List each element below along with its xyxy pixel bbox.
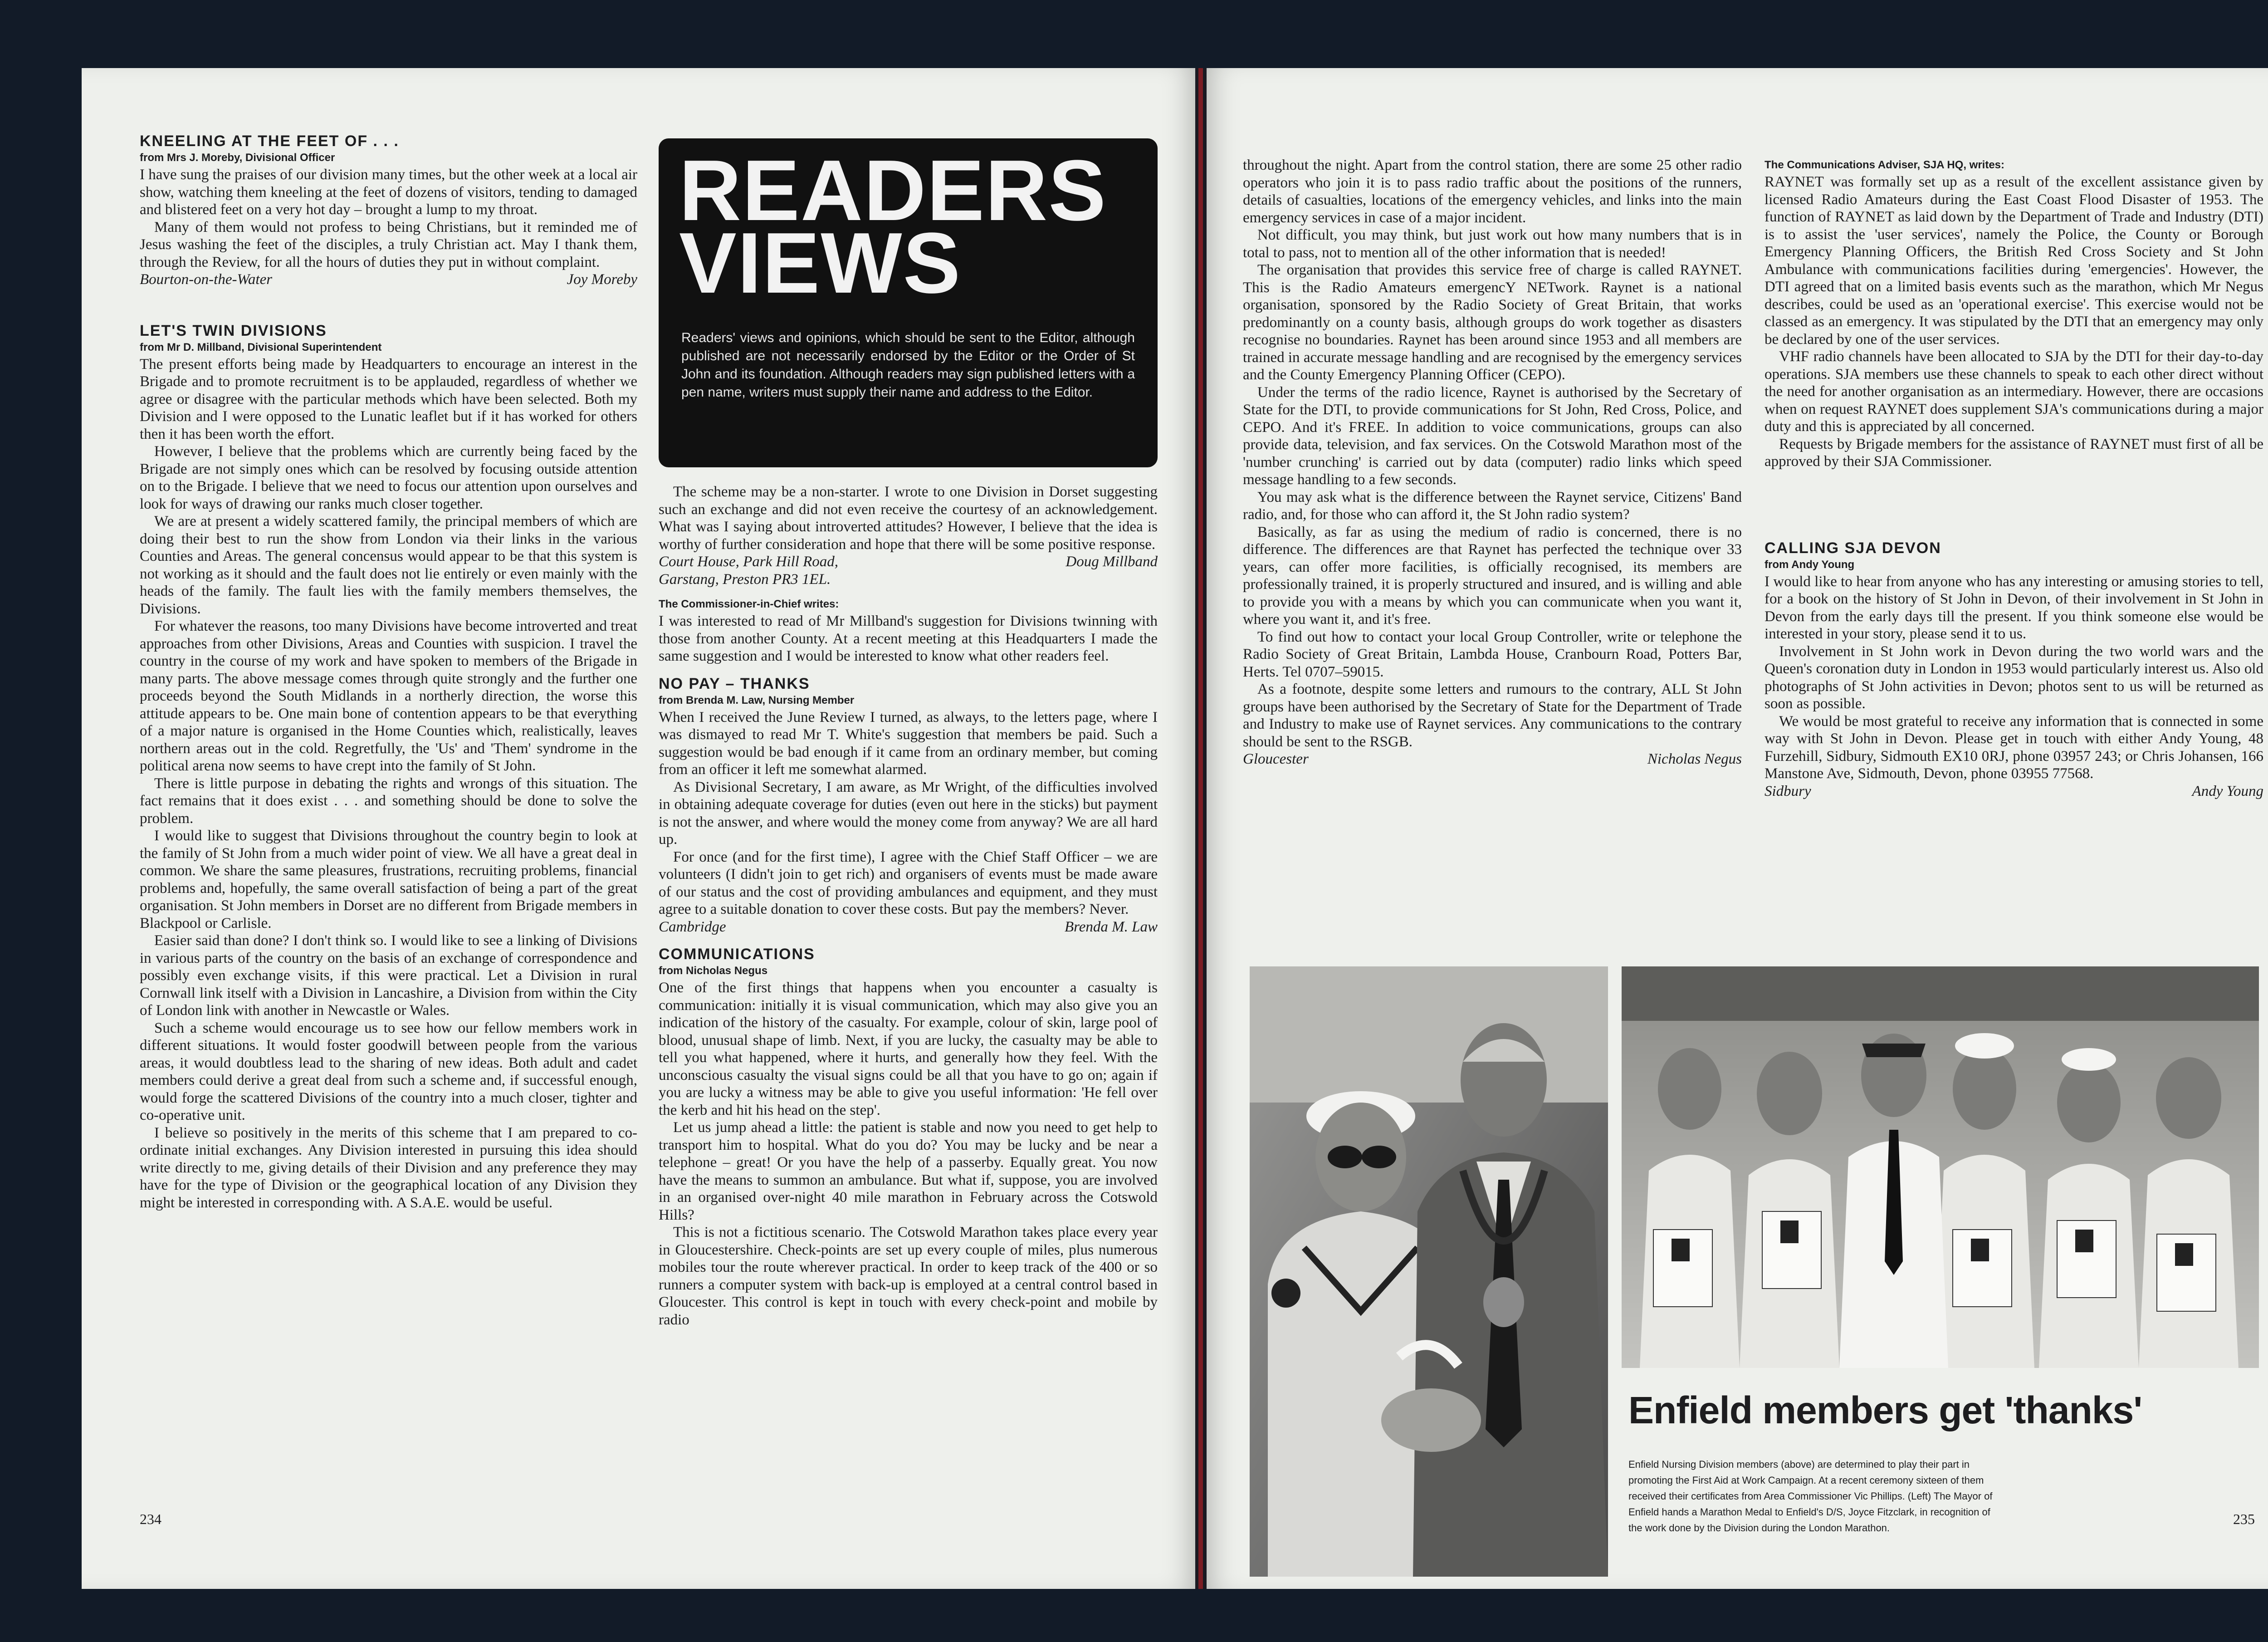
calling-para-3: We would be most grateful to receive any information that is connected in some way with St John in Devon. Please get in touch with either Andy Young, 48 Furzehill, Sidbury, Sidmouth EX10 0RJ, phone 03957 243; or Chris Johansen, 166 Manstone Ave, Sidmouth, Devon, phone 03955 77568. bbox=[1765, 713, 2263, 782]
communications-signature bbox=[1243, 750, 1742, 768]
header-title-line-1: READERS bbox=[679, 142, 1107, 239]
adviser-byline: The Communications Adviser, SJA HQ, writes: bbox=[1765, 159, 2005, 171]
calling-para-1: I would like to hear from anyone who has any interesting or amusing stories to tell, for a book on the history of St John in Devon, of their involvement in St John in Devon from the early days till the present. If you think someone else would be interested in your story, please send it to us. bbox=[1765, 573, 2263, 642]
communications-place: Gloucester bbox=[1243, 751, 1309, 767]
comm-cont-para-3: The organisation that provides this service free of charge is called RAYNET. This is the Radio Amateurs emergencY NETwork. Raynet is a national organisation, sponsored by the Radio Society of Great Britain, that works predominantly on a county basis, although groups do work together as disasters recognise no boundaries. Raynet has been around since 1953 and all members are trained in accurate message handling and are recognised by the emergency services and the County Emergency Planning Officer (CEPO). bbox=[1243, 262, 1742, 383]
page-number-right: 235 bbox=[2233, 1511, 2255, 1527]
right-column-1 bbox=[1243, 157, 1742, 768]
calling-author: Andy Young bbox=[2192, 783, 2263, 799]
kneeling-author: Joy Moreby bbox=[567, 271, 637, 288]
comm-cont-para-4: Under the terms of the radio licence, Raynet is authorised by the Secretary of State for the DTI, to provide communications for St John, Red Cross, Police, and CEPO. And it's FREE. In addition to voice communications, groups can also provide data, television, and fax services. On the Cotswold Marathon most of the 'number crunching' is carried out by data (computer) radio links which speed message handling to a few seconds. bbox=[1243, 384, 1742, 488]
left-column-2 bbox=[659, 483, 1158, 1328]
twin-heading: LET'S TWIN DIVISIONS bbox=[140, 322, 327, 339]
calling-signature bbox=[1765, 783, 2263, 800]
comm-cont-para-5: You may ask what is the difference between the Raynet service, Citizens' Band radio, and, for those who can afford it, the St John radio system? bbox=[1243, 489, 1742, 523]
commissioner-byline: The Commissioner-in-Chief writes: bbox=[659, 598, 839, 610]
twin-address-1: Court House, Park Hill Road, bbox=[659, 554, 838, 570]
nopay-byline: from Brenda M. Law, Nursing Member bbox=[659, 694, 855, 706]
nopay-heading: NO PAY – THANKS bbox=[659, 675, 810, 692]
twin-byline: from Mr D. Millband, Divisional Superintendent bbox=[140, 341, 382, 353]
twin-signature bbox=[659, 553, 1158, 571]
readers-views-header bbox=[659, 138, 1158, 467]
header-note: Readers' views and opinions, which should be sent to the Editor, although published are not necessarily endorsed by the Editor or the Order of St John and its foundation. Although readers may sign published letters with a pen name, writers must supply their name and address to the Editor. bbox=[681, 330, 1135, 400]
twin-author: Doug Millband bbox=[1066, 554, 1158, 570]
twin-para-5: There is little purpose in debating the rights and wrongs of this situation. The fact remains that it does exist . . . and something should be done to solve the problem. bbox=[140, 775, 637, 827]
feature-headline: Enfield members get 'thanks' bbox=[1628, 1389, 2142, 1431]
photo-nursing-division-image bbox=[1622, 966, 2259, 1368]
comm-cont-para-6: Basically, as far as using the medium of radio is concerned, there is no difference. The differences are that Raynet has perfected the technique over 33 years, can offer more facilities, is officially recognised, its members are professionally trained, it is properly structured and insured, and is willing and able to provide you with a means by which you can communicate when you want it, where you want it, and it's free. bbox=[1243, 524, 1742, 627]
twin-para-4: For whatever the reasons, too many Divisions have become introverted and treat approaches from other Divisions, Areas and Counties with suspicion. I travel the country in the course of my work and have spoken to members of the Brigade in many parts. The above message comes through quite strongly and the further one proceeds beyond the South Midlands in a northerly direction, the worse this attitude appears to be. One main bone of contention appears to be that everything of a major nature is organised in the Home Counties which, realistically, leaves northern areas out in the cold. Regretfully, the 'Us' and 'Them' syndrome in the political arena now seems to have crept into the family of St John. bbox=[140, 618, 637, 774]
twin-para-9: I believe so positively in the merits of this scheme that I am prepared to co-ordinate initial exchanges. Any Division interested in pursuing this idea should write directly to me, giving details of their Division and any preference they may have for the type of Division or the geographical location of any Division they might be interested in corresponding with. A S.A.E. would be useful. bbox=[140, 1124, 637, 1211]
adviser-para-1: RAYNET was formally set up as a result of the excellent assistance given by licensed Radio Amateurs during the East Coast Flood Disaster of 1953. The function of RAYNET as laid down by the Department of Trade and Industry (DTI) is to assist the 'user services', namely the Police, the County or Borough Emergency Planning Officers, the British Red Cross Society and St John Ambulance with communications facilities during 'emergencies'. However, the DTI agreed that on a limited basis events such as the marathon, which Mr Negus describes, could be used as an 'operational exercise'. This exercise would not be classed as an emergency. It was stipulated by the DTI that an emergency may only be declared by one of the user services. bbox=[1765, 174, 2263, 348]
spine-ribbon bbox=[1198, 68, 1203, 1589]
communications-para-3: This is not a fictitious scenario. The Cotswold Marathon takes place every year in Gloucestershire. Check-points are set up every couple of miles, plus numerous mobiles tour the route wherever practical. In order to keep track of the 400 or so runners a computer system with back-up is employed at a central control based in Gloucester. This control is kept in touch with every check-point and mobile by radio bbox=[659, 1224, 1158, 1328]
kneeling-heading: KNEELING AT THE FEET OF . . . bbox=[140, 132, 399, 150]
twin-para-1: The present efforts being made by Headquarters to encourage an interest in the Brigade and to promote recruitment is to be applauded, regardless of whether we agree or disagree with the particular methods which have been selected. Both my Division and I were opposed to the Lunatic leaflet but if it has worked for others then it has been worth the effort. bbox=[140, 356, 637, 442]
nopay-author: Brenda M. Law bbox=[1064, 918, 1158, 935]
nopay-para-1: When I received the June Review I turned, as always, to the letters page, where I was dismayed to read Mr T. White's suggestion that members be paid. Such a suggestion would be bad enough if it came from an ordinary member, but coming from an officer it left me somewhat alarmed. bbox=[659, 709, 1158, 778]
twin-continuation: The scheme may be a non-starter. I wrote to one Division in Dorset suggesting such an exchange and did not even receive the courtesy of an acknowledgement. What was I saying about introverted attitudes? However, I believe that the idea is worthy of further consideration and hope that there will be some positive response. bbox=[659, 484, 1158, 553]
header-title-line-2: VIEWS bbox=[679, 215, 962, 311]
nopay-para-3: For once (and for the first time), I agree with the Chief Staff Officer – we are volunteers (I didn't join to get rich) and organisers of events must be made aware of our status and the cost of providing ambulances and equipment, and they must agree to a suitable donation to cover these costs. But pay the members? Never. bbox=[659, 848, 1158, 917]
adviser-para-2: VHF radio channels have been allocated to SJA by the DTI for their day-to-day operations. SJA members use these channels to speak to each other direct without the need for another organisation as an intermediary. However, there are occasions when on request RAYNET does supplement SJA's communications during a major duty and this is appreciated by all concerned. bbox=[1765, 348, 2263, 435]
twin-para-2: However, I believe that the problems which are currently being faced by the Brigade are not simply ones which can be resolved by focusing outside attention on to the Brigade. I believe that we need to focus our attention upon ourselves and look for ways of drawing our ranks much closer together. bbox=[140, 443, 637, 512]
kneeling-place: Bourton-on-the-Water bbox=[140, 271, 273, 288]
kneeling-signature bbox=[140, 271, 637, 289]
right-column-2 bbox=[1765, 158, 2263, 800]
communications-para-1: One of the first things that happens when you encounter a casualty is communication: initially it is visual communication, which may also give you an indication of the history of the casualty. For example, colour of skin, large pool of blood, unusual shape of limb. Next, if you are lucky, the casualty may be able to tell you what happened, where it hurts, and generally how they feel. With the unconscious casualty the visual signs could be all that you have to go on; again if you are lucky a witness may be able to give you useful information: 'He fell over the kerb and hit his head on the step'. bbox=[659, 980, 1158, 1118]
calling-place: Sidbury bbox=[1765, 783, 1811, 799]
feature-caption: Enfield Nursing Division members (above) are determined to play their part in promoting the First Aid at Work Campaign. At a recent ceremony sixteen of them received their certificates from Area Commissioner Vic Phillips. (Left) The Mayor of Enfield hands a Marathon Medal to Enfield's D/S, Joyce Fitzclark, in recognition of the work done by the Division during the London Marathon. bbox=[1628, 1459, 1993, 1534]
communications-para-2: Let us jump ahead a little: the patient is stable and now you need to get help to transport him to hospital. What do you do? You may be lucky and be near a telephone – great! Or you have the help of a passerby. Equally great. You now have the means to summon an ambulance. But what if, suppose, you are involved in an organised over-night 40 mile marathon in February across the Cotswold Hills? bbox=[659, 1119, 1158, 1223]
comm-cont-para-2: Not difficult, you may think, but just work out how many numbers that is in total to pass, not to mention all of the other information that is needed! bbox=[1243, 227, 1742, 261]
left-column-1 bbox=[140, 132, 637, 1211]
twin-para-6: I would like to suggest that Divisions throughout the country begin to look at the family of St John from a much wider point of view. We all have a great deal in common. We share the same pleasures, frustrations, recruiting problems, financial problems and, hopefully, the same overall satisfaction of being a part of the great organisation. St John members in Dorset are no different from Brigade members in Blackpool or Carlisle. bbox=[140, 828, 637, 931]
commissioner-text: I was interested to read of Mr Millband's suggestion for Divisions twinning with those from another County. At a recent meeting at this Headquarters I made the same suggestion and I would be interested to know what other readers feel. bbox=[659, 613, 1158, 664]
twin-para-3: We are at present a widely scattered family, the principal members of which are doing their best to run the show from London via their links in the various Counties and Areas. The general concensus would appear to be that this system is not working as it should and the fault does not lie entirely or even mainly with the heads of the family. The fault lies with the family members themselves, the Divisions. bbox=[140, 513, 637, 617]
adviser-para-3: Requests by Brigade members for the assistance of RAYNET must first of all be approved by their SJA Commissioner. bbox=[1765, 436, 2263, 470]
calling-para-2: Involvement in St John work in Devon during the two world wars and the Queen's coronation duty in London in 1953 would particularly interest us. Also old photographs of St John activities in Devon; photos sent to us will be returned as soon as possible. bbox=[1765, 643, 2263, 712]
page-number-left: 234 bbox=[140, 1511, 161, 1527]
calling-byline: from Andy Young bbox=[1765, 558, 1855, 571]
twin-para-8: Such a scheme would encourage us to see how our fellow members work in different situations. It would foster goodwill between people from the various areas, it would doubtless lead to the sharing of new ideas. Both adult and cadet members could derive a great deal from such a scheme and, if successful enough, would forge the scattered Divisions of the country into a much closer, tighter and co-operative unit. bbox=[140, 1020, 637, 1123]
nopay-place: Cambridge bbox=[659, 918, 726, 935]
calling-heading: CALLING SJA DEVON bbox=[1765, 539, 1941, 557]
nopay-para-2: As Divisional Secretary, I am aware, as Mr Wright, of the difficulties involved in obtaining adequate coverage for duties (even out here in the sticks) but payment is not the answer, and where would the money come from anyway? We are all hard up. bbox=[659, 779, 1158, 848]
photo-nursing-division bbox=[1622, 966, 2259, 1368]
twin-para-7: Easier said than done? I don't think so. I would like to see a linking of Divisions in various parts of the country on the basis of an exchange of correspondence and possibly even exchange visits, if this were practical. Let a Division in rural Cornwall link itself with a Division in Lancashire, a Division from within the City of London link with another in Newcastle or Wales. bbox=[140, 932, 637, 1019]
photo-mayor-medal bbox=[1250, 966, 1608, 1577]
comm-cont-para-7: To find out how to contact your local Group Controller, write or telephone the Radio Society of Great Britain, Lambda House, Cranbourn Road, Potters Bar, Herts. Tel 0707–59015. bbox=[1243, 628, 1742, 680]
kneeling-para-1: I have sung the praises of our division many times, but the other week at a local air show, watching them kneeling at the feet of dozens of visitors, tending to damaged and blistered feet on a very hot day – brought a lump to my throat. bbox=[140, 167, 637, 218]
right-page bbox=[1207, 68, 2268, 1589]
communications-heading: COMMUNICATIONS bbox=[659, 946, 815, 963]
left-page bbox=[82, 68, 1195, 1589]
comm-cont-para-1: throughout the night. Apart from the control station, there are some 25 other radio operators who join it is to pass radio traffic about the positions of the runners, details of casualties, locations of the emergency vehicles, and links into the main emergency services in case of a major incident. bbox=[1243, 157, 1742, 226]
nopay-signature bbox=[659, 918, 1158, 936]
book-spine bbox=[1193, 68, 1208, 1589]
communications-byline: from Nicholas Negus bbox=[659, 965, 768, 977]
photo-mayor-medal-image bbox=[1250, 966, 1608, 1577]
communications-author: Nicholas Negus bbox=[1647, 751, 1742, 767]
twin-address-row bbox=[659, 571, 1158, 588]
comm-cont-para-8: As a footnote, despite some letters and rumours to the contrary, ALL St John groups have been authorised by the Secretary of State for the Department of Trade and Industry to make use of Raynet services. Any communications to the contrary should be sent to the RSGB. bbox=[1243, 681, 1742, 750]
twin-address-2: Garstang, Preston PR3 1EL. bbox=[659, 571, 831, 588]
kneeling-byline: from Mrs J. Moreby, Divisional Officer bbox=[140, 152, 335, 164]
kneeling-para-2: Many of them would not profess to being Christians, but it reminded me of Jesus washing the feet of the disciples, a truly Christian act. May I thank them, through the Review, for all the hours of duties they put in without complaint. bbox=[140, 219, 637, 270]
